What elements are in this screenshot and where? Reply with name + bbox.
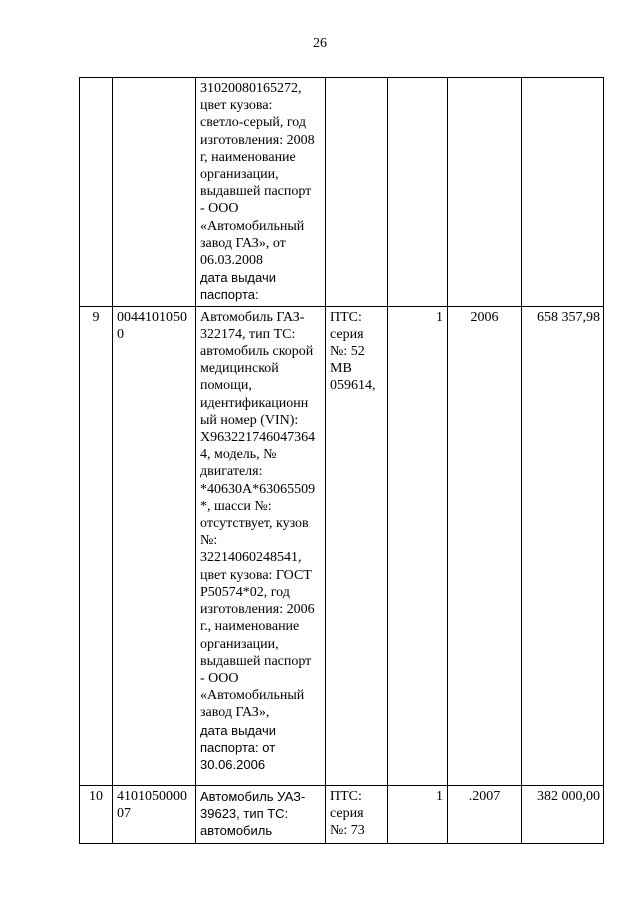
description-line: Автомобиль УАЗ-	[200, 788, 306, 804]
table-row	[80, 306, 604, 785]
description-line: Автомобиль ГАЗ-	[200, 309, 305, 325]
description-line: паспорта: от	[200, 739, 276, 755]
description-line: 4, модель, №	[200, 447, 277, 463]
cost-cell: 658 357,98	[522, 306, 604, 785]
cost-cell	[522, 78, 604, 307]
description-line: 322174, тип ТС:	[200, 326, 296, 342]
inventory-number: 410105000007	[113, 785, 196, 843]
description-line: 06.03.2008	[200, 253, 263, 269]
description-line: автомобиль скорой	[200, 344, 314, 360]
quantity-cell	[388, 78, 448, 307]
description-line: ый номер (VIN):	[200, 412, 299, 428]
description-line: медицинской	[200, 361, 279, 377]
description-line: «Автомобильный	[200, 688, 305, 704]
row-number	[80, 78, 113, 307]
description-line: помощи,	[200, 378, 252, 394]
document-cell: ПТС: серия №: 73	[326, 785, 388, 843]
row-number: 10	[80, 785, 113, 843]
description-line: цвет кузова:	[200, 98, 273, 114]
table-row	[80, 785, 604, 843]
description-line: 39623, тип ТС:	[200, 805, 289, 821]
description-line: двигателя:	[200, 464, 263, 480]
description-cell	[196, 78, 326, 307]
description-line: - ООО	[200, 670, 239, 686]
description-line: паспорта:	[200, 287, 259, 303]
description-line: *, шасси №:	[200, 498, 272, 514]
description-line: завод ГАЗ», от	[200, 235, 286, 251]
page-number: 26	[313, 36, 327, 51]
description-line: г, наименование	[200, 149, 296, 165]
quantity-cell: 1	[388, 785, 448, 843]
document-cell: ПТС: серия №: 52 МВ 059614,	[326, 306, 388, 785]
table-row	[80, 78, 604, 307]
description-line: выдавшей паспорт	[200, 653, 312, 669]
description-line: изготовления: 2006	[200, 602, 315, 618]
inventory-number	[113, 78, 196, 307]
description-line: №:	[200, 533, 218, 549]
description-line: Р50574*02, год	[200, 584, 290, 600]
description-line: дата выдачи	[200, 722, 276, 738]
description-line: светло-серый, год	[200, 115, 306, 131]
description-line: X963221746047364	[200, 430, 316, 446]
description-line: идентификационн	[200, 395, 309, 411]
description-line: - ООО	[200, 201, 239, 217]
row-number: 9	[80, 306, 113, 785]
description-line: цвет кузова: ГОСТ	[200, 567, 312, 583]
description-cell	[196, 306, 326, 785]
description-line: *40630А*63065509	[200, 481, 316, 497]
description-line: завод ГАЗ»,	[200, 705, 270, 721]
quantity-cell: 1	[388, 306, 448, 785]
cost-cell: 382 000,00	[522, 785, 604, 843]
description-line: 30.06.2006	[200, 756, 266, 772]
year-cell: 2006	[448, 306, 522, 785]
property-table	[79, 77, 604, 844]
inventory-number: 00441010500	[113, 306, 196, 785]
year-cell	[448, 78, 522, 307]
description-line: организации,	[200, 636, 279, 652]
description-line: 31020080165272,	[200, 81, 302, 96]
description-line: «Автомобильный	[200, 218, 305, 234]
description-line: организации,	[200, 167, 279, 183]
year-cell: .2007	[448, 785, 522, 843]
description-line: 32214060248541,	[200, 550, 302, 566]
document-cell	[326, 78, 388, 307]
description-line: г., наименование	[200, 619, 300, 635]
description-line: дата выдачи	[200, 270, 276, 286]
description-line: отсутствует, кузов	[200, 516, 309, 532]
description-line: выдавшей паспорт	[200, 184, 312, 200]
description-line: изготовления: 2008	[200, 132, 315, 148]
description-cell	[196, 785, 326, 843]
description-line: автомобиль	[200, 823, 273, 839]
